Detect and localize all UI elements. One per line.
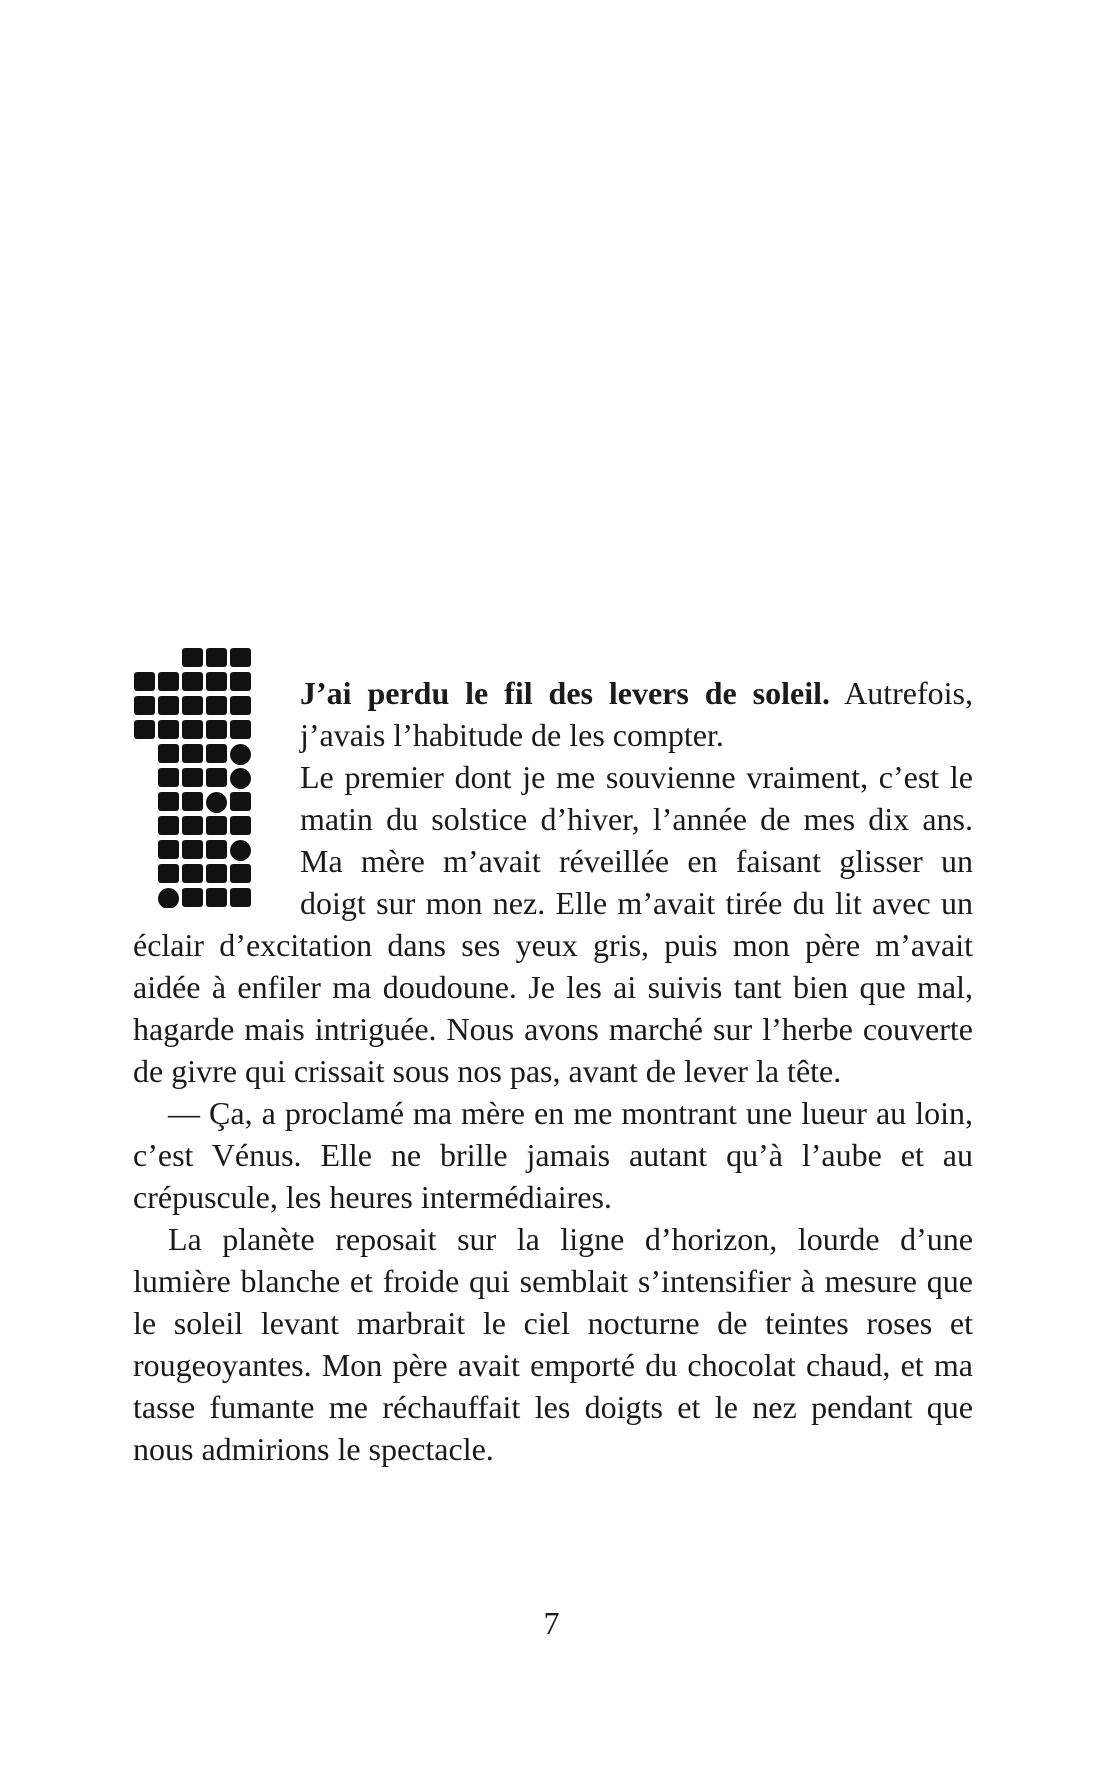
chapter-text [133,672,973,1470]
page-number: 7 [543,1605,560,1641]
drop-numeral-spacer [133,672,300,922]
numeral-dot [206,648,227,667]
numeral-dot [230,648,251,667]
lead-phrase: J’ai perdu le fil des levers de soleil. [300,675,830,711]
paragraph-1-rest: Autrefois, j’avais l’habitude de les compter. [300,675,974,753]
paragraph-4: La planète reposait sur la ligne d’horizon, lourde d’une lumière blanche et froide qui semblait s’intensifier à mesure que le soleil levant marbrait le ciel nocturne de teintes roses et rougeoyantes. Mon père avait emporté du chocolat chaud, et ma tasse fumante me réchauffait les doigts et le nez pendant que nous admirions le spectacle. [133,1221,973,1467]
paragraph-3-dialogue: — Ça, a proclamé ma mère en me montrant une lueur au loin, c’est Vénus. Elle ne brille jamais autant qu’à l’aube et au crépuscule, les heures intermédiaires. [133,1095,973,1215]
numeral-dot [182,648,203,667]
paragraph-2: Le premier dont je me souvienne vraiment, c’est le matin du solstice d’hiver, l’année de mes dix ans. Ma mère m’avait réveillée en faisant glisser un doigt sur mon nez. Elle m’avait tirée du lit avec un éclair d’excitation dans ses yeux gris, puis mon père m’avait aidée à enfiler ma doudoune. Je les ai suivis tant bien que mal, hagarde mais intriguée. Nous avons marché sur l’herbe couverte de givre qui crissait sous nos pas, avant de lever la tête. [133,759,973,1089]
